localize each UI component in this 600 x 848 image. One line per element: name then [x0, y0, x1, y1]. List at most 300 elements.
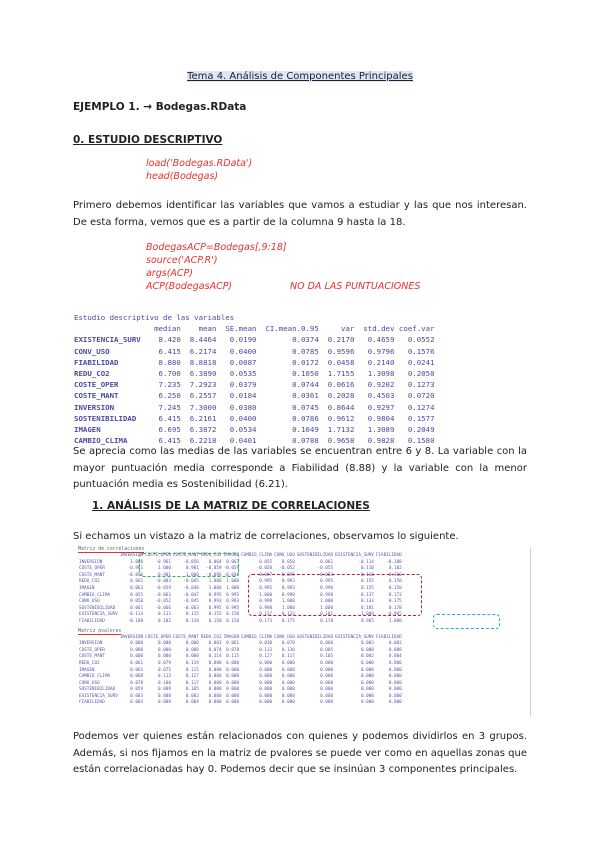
desc-header-cell: var [323, 324, 355, 334]
matrix-cell: 0.998 [259, 605, 273, 611]
matrix-cell: 1.000 [208, 579, 222, 585]
matrix-cell: 0.155 [360, 579, 374, 585]
matrix-cell: 1.000 [259, 592, 273, 598]
matrix-cell: 0.173 [388, 592, 402, 598]
desc-cell: 0.0400 [220, 346, 257, 356]
matrix-row [78, 694, 403, 701]
desc-header-cell: CI.mean.0.95 [260, 324, 319, 334]
matrix-cell: 0.061 [130, 667, 144, 673]
matrix-cell: 0.113 [158, 612, 171, 618]
matrix-row [78, 560, 403, 567]
desc-cell: 0.1274 [398, 402, 435, 412]
matrix-cell: 0.150 [388, 579, 402, 585]
row-label: REDU_CO2 [79, 579, 100, 585]
matrix-cell: FIABILIDAD [375, 553, 402, 558]
desc-cell: 0.2140 [358, 357, 395, 367]
matrix-cell: 0.000 [130, 641, 144, 647]
matrix-cell: -0.050 [256, 566, 273, 572]
row-label: CAMBIO_CLIMA [79, 674, 111, 680]
matrix-cell: 0.061 [130, 579, 144, 585]
matrix-header-row [78, 553, 403, 560]
matrix-cell: -0.063 [183, 605, 199, 611]
matrix-cell: 0.000 [320, 674, 334, 680]
desc-cell: SOSTENIBILIDAD [74, 413, 146, 423]
matrix-cell: 0.000 [388, 693, 402, 699]
paragraph-correlations-intro: Si echamos un vistazo a la matriz de correlaciones, observamos lo siguiente. [73, 531, 459, 542]
matrix-cell: 0.995 [226, 605, 240, 611]
pval-matrix-label: Matriz pvalores [78, 628, 122, 634]
desc-cell: 8.8818 [185, 357, 217, 367]
matrix-cell: 0.150 [208, 618, 222, 624]
matrix-cell: 0.000 [281, 680, 295, 686]
desc-cell: 0.0786 [260, 413, 319, 423]
matrix-cell: -0.096 [206, 572, 222, 578]
code-block-acp [146, 241, 287, 293]
matrix-cell: 0.000 [281, 667, 295, 673]
matrix-cell: 0.063 [208, 641, 222, 647]
desc-cell: COSTE_MANT [74, 391, 146, 401]
descriptive-stats-output [74, 312, 435, 446]
matrix-cell: 0.137 [360, 592, 374, 598]
matrix-row [78, 700, 403, 707]
matrix-cell: 0.127 [185, 674, 199, 680]
matrix-cell: 0.100 [158, 680, 171, 686]
matrix-cell: 0.000 [259, 687, 273, 693]
paragraph-variables: Primero debemos identificar las variables que vamos a estudiar y las que nos interesan. De esta forma, vemos que es a partir de la columna 9 hasta la 18. [73, 200, 527, 228]
section1-text: 1. ANÁLISIS DE LA MATRIZ DE CORRELACIONES [92, 500, 370, 512]
desc-cell: 0.0241 [398, 357, 435, 367]
desc-cell: 0.0458 [323, 357, 355, 367]
code-line: args(ACP) [146, 268, 193, 279]
desc-header-cell: median [149, 324, 181, 334]
row-label: FIABILIDAD [79, 700, 105, 706]
matrix-cell: 0.000 [158, 647, 171, 653]
matrix-cell: 0.113 [158, 674, 171, 680]
matrix-cell: 0.133 [281, 612, 295, 618]
matrix-cell: -0.066 [155, 605, 171, 611]
matrix-cell: 0.000 [259, 693, 273, 699]
desc-cell: 0.1050 [260, 369, 319, 379]
matrix-cell: 0.000 [158, 641, 171, 647]
desc-cell: 0.9796 [358, 346, 395, 356]
matrix-cell: 0.004 [185, 700, 199, 706]
desc-cell: 0.4503 [358, 391, 395, 401]
matrix-cell: -0.045 [183, 579, 199, 585]
matrix-cell: 0.003 [130, 693, 144, 699]
matrix-cell: 1.000 [226, 579, 240, 585]
matrix-cell: 1.000 [226, 585, 240, 591]
desc-cell: FIABILIDAD [74, 357, 146, 367]
desc-header-cell: std.dev [358, 324, 395, 334]
matrix-cell: -0.083 [155, 579, 171, 585]
desc-cell: 0.0552 [398, 335, 435, 345]
matrix-cell: 0.000 [360, 680, 374, 686]
matrix-cell: 0.000 [281, 687, 295, 693]
matrix-cell: 0.008 [388, 647, 402, 653]
matrix-cell: -0.045 [183, 599, 199, 605]
matrix-cell: 0.000 [226, 687, 240, 693]
matrix-row [78, 687, 403, 694]
matrix-cell: 0.000 [360, 674, 374, 680]
matrix-cell: 0.000 [259, 680, 273, 686]
desc-cell: 6.2161 [185, 413, 217, 423]
matrix-cell: CAMBIO_CLIMA [241, 553, 273, 558]
matrix-cell: 0.178 [388, 605, 402, 611]
matrix-cell: 0.000 [388, 674, 402, 680]
desc-cell: 0.0379 [220, 380, 257, 390]
matrix-cell: 0.993 [281, 585, 295, 591]
code-line: source('ACP.R') [146, 255, 218, 266]
paragraph-means: Se aprecia como las medias de las variables se encuentran entre 6 y 8. La variable con la mayor puntuación media corresponde a Fiabilidad (8.88) y la variable con la menor puntuación media es Sostenibilidad (6.21). [73, 446, 527, 490]
matrix-cell: 0.079 [158, 660, 171, 666]
matrix-cell: 0.000 [388, 680, 402, 686]
matrix-cell: 0.113 [259, 647, 273, 653]
desc-cell: 0.0401 [220, 436, 257, 446]
matrix-cell: 0.000 [281, 693, 295, 699]
matrix-cell: 0.000 [208, 693, 222, 699]
desc-cell: 0.0616 [323, 380, 355, 390]
desc-cell: 8.880 [149, 357, 181, 367]
matrix-cell: 0.055 [259, 559, 273, 565]
matrix-cell: 0.150 [226, 618, 240, 624]
desc-cell: 8.420 [149, 335, 181, 345]
matrix-cell: 0.064 [208, 559, 222, 565]
matrix-cell: 1.000 [158, 566, 171, 572]
matrix-cell: -0.114 [127, 612, 144, 618]
desc-cell: 0.0400 [220, 413, 257, 423]
matrix-cell: 0.002 [388, 641, 402, 647]
desc-cell: 0.0535 [220, 369, 257, 379]
row-label: COSTE_MANT [79, 572, 105, 578]
row-label: COSTE_MANT [79, 654, 105, 660]
matrix-cell: CONV_USO [274, 634, 295, 640]
desc-cell: 0.0172 [260, 357, 319, 367]
matrix-cell: 0.004 [388, 654, 402, 660]
matrix-cell: 0.050 [281, 559, 295, 565]
matrix-cell: 0.115 [226, 654, 240, 660]
desc-cell: 0.2170 [323, 335, 355, 345]
desc-cell: 0.0361 [260, 391, 319, 401]
matrix-cell: 0.075 [158, 667, 171, 673]
matrix-cell: 0.178 [320, 618, 334, 624]
matrix-cell: 0.000 [208, 660, 222, 666]
matrix-cell: 0.030 [259, 641, 273, 647]
code-block-load [146, 157, 252, 183]
matrix-cell: 0.000 [226, 700, 240, 706]
row-label: EXISTENCIA_SURV [79, 693, 118, 699]
matrix-cell: 0.008 [158, 700, 171, 706]
desc-cell: 0.4659 [358, 335, 395, 345]
matrix-cell: 0.150 [388, 585, 402, 591]
matrix-cell: -0.063 [317, 572, 334, 578]
matrix-cell: 0.000 [226, 674, 240, 680]
desc-cell: 0.9612 [323, 413, 355, 423]
matrix-cell: 1.000 [281, 605, 295, 611]
matrix-cell: 0.995 [259, 585, 273, 591]
matrix-cell: -0.108 [386, 559, 402, 565]
corr-matrix-label: Matriz de correlaciones [78, 547, 145, 552]
desc-cell: 6.250 [149, 391, 181, 401]
matrix-cell: 0.000 [388, 687, 402, 693]
matrix-cell: 0.965 [388, 612, 402, 618]
matrix-cell: 0.000 [320, 700, 334, 706]
matrix-cell: 0.060 [130, 674, 144, 680]
desc-cell: 0.2028 [323, 391, 355, 401]
page-title [0, 71, 600, 82]
matrix-cell: 1.000 [320, 605, 334, 611]
matrix-cell: COSTE_MANT [172, 634, 199, 640]
matrix-cell: 0.175 [281, 618, 295, 624]
matrix-cell: -0.856 [183, 559, 199, 565]
desc-cell: 0.9828 [358, 436, 395, 446]
matrix-cell: 0.901 [158, 572, 171, 578]
matrix-cell: IMAGEN [223, 553, 240, 558]
matrix-cell: 0.078 [226, 647, 240, 653]
matrix-cell: -0.052 [279, 566, 295, 572]
matrix-cell: 0.000 [226, 693, 240, 699]
row-label: INVERSION [79, 559, 103, 565]
matrix-cell: 0.115 [185, 612, 199, 618]
matrix-row [78, 619, 403, 626]
matrix-cell: 0.000 [320, 680, 334, 686]
paragraph-conclusion: Podemos ver quienes están relacionados con quienes y podemos dividirlos en 3 grupos. Además, si nos fijamos en la matriz de pvalores se puede ver como en aquellas zonas que están correlacionadas hay 0. Podemos decir que se insinúan 3 componentes principales. [73, 731, 527, 775]
matrix-cell: -0.063 [155, 592, 171, 598]
matrix-cell: 0.050 [130, 599, 144, 605]
desc-cell: 0.0087 [220, 357, 257, 367]
desc-cell: 0.9202 [358, 380, 395, 390]
matrix-cell: 0.000 [208, 667, 222, 673]
desc-cell: 0.9658 [323, 436, 355, 446]
matrix-cell: -0.048 [183, 585, 199, 591]
matrix-cell: 0.901 [185, 566, 199, 572]
matrix-cell: 0.117 [185, 680, 199, 686]
matrix-cell: 0.000 [208, 674, 222, 680]
matrix-cell: -0.059 [155, 585, 171, 591]
desc-cell: 6.415 [149, 436, 181, 446]
desc-cell: 6.695 [149, 425, 181, 435]
desc-header-cell: SE.mean [220, 324, 257, 334]
matrix-cell: -0.047 [183, 592, 199, 598]
matrix-cell: -0.059 [206, 566, 222, 572]
row-label: COSTE_OPER [79, 566, 105, 572]
matrix-cell: SOSTENIBILIDAD [296, 553, 334, 558]
matrix-cell: 0.061 [130, 660, 144, 666]
desc-cell: 0.0534 [220, 425, 257, 435]
correlation-screenshot [78, 547, 531, 717]
matrix-cell: 0.000 [226, 660, 240, 666]
row-label [78, 553, 119, 560]
matrix-cell: 0.000 [259, 674, 273, 680]
matrix-cell: 0.000 [185, 647, 199, 653]
matrix-cell: -0.049 [223, 572, 240, 578]
matrix-cell: 0.000 [320, 693, 334, 699]
matrix-cell: -0.055 [317, 566, 334, 572]
matrix-cell: 1.000 [185, 572, 199, 578]
matrix-cell: 0.008 [360, 647, 374, 653]
matrix-cell: 0.078 [130, 680, 144, 686]
desc-cell: 6.2174 [185, 346, 217, 356]
matrix-cell: 0.061 [130, 605, 144, 611]
matrix-cell: 0.115 [185, 667, 199, 673]
matrix-cell: 0.102 [388, 566, 402, 572]
matrix-cell: 0.000 [360, 693, 374, 699]
matrix-header-row [78, 635, 403, 642]
row-label: SOSTENIBILIDAD [79, 605, 116, 611]
matrix-cell: EXISTENCIA_SURV [335, 553, 374, 558]
desc-cell: 6.415 [149, 346, 181, 356]
desc-cell: 7.3000 [185, 402, 217, 412]
desc-cell: 0.0785 [260, 346, 319, 356]
desc-cell: 0.9297 [358, 402, 395, 412]
matrix-row [78, 654, 403, 661]
matrix-cell: 0.993 [208, 599, 222, 605]
matrix-cell: 0.000 [185, 654, 199, 660]
matrix-cell: 0.089 [158, 687, 171, 693]
matrix-cell: 0.063 [130, 585, 144, 591]
group2-highlight [248, 574, 422, 616]
desc-cell: 1.7155 [323, 369, 355, 379]
desc-cell: 0.1580 [398, 436, 435, 446]
matrix-cell: 0.000 [259, 667, 273, 673]
matrix-cell: -0.856 [127, 572, 144, 578]
matrix-cell: 0.061 [226, 641, 240, 647]
matrix-cell: 0.175 [388, 599, 402, 605]
matrix-row [78, 641, 403, 648]
desc-cell: 0.2049 [398, 425, 435, 435]
matrix-cell: 0.000 [130, 647, 144, 653]
desc-cell: 0.0190 [220, 335, 257, 345]
matrix-cell: 1.000 [320, 599, 334, 605]
matrix-cell: 1.000 [360, 612, 374, 618]
desc-cell: 1.7132 [323, 425, 355, 435]
desc-cell: CAMBIO_CLIMA [74, 436, 146, 446]
code-line: head(Bodegas) [146, 171, 219, 182]
matrix-cell: 0.173 [259, 618, 273, 624]
desc-cell: 6.700 [149, 369, 181, 379]
matrix-cell: 0.995 [259, 579, 273, 585]
matrix-cell: 0.063 [226, 559, 240, 565]
desc-header-cell: mean [185, 324, 217, 334]
matrix-cell: 0.110 [360, 572, 374, 578]
matrix-cell: REDU_CO2 [200, 634, 222, 640]
row-label: INVERSION [79, 641, 103, 647]
title-text: Tema 4. Análisis de Componentes Principales [187, 71, 413, 82]
section-heading-descriptive: 0. ESTUDIO DESCRIPTIVO [73, 134, 223, 146]
matrix-cell: 0.000 [320, 687, 334, 693]
matrix-cell: 1.000 [281, 599, 295, 605]
matrix-cell: 1.000 [130, 559, 144, 565]
matrix-cell: 0.000 [320, 660, 334, 666]
desc-cell: 0.0380 [220, 402, 257, 412]
group3-highlight [433, 614, 500, 629]
matrix-cell: 0.074 [208, 647, 222, 653]
matrix-cell: 0.000 [259, 660, 273, 666]
matrix-cell: 0.995 [208, 592, 222, 598]
desc-header-cell [74, 324, 145, 333]
desc-header-cell: coef.var [398, 324, 435, 334]
matrix-cell: -0.961 [127, 566, 144, 572]
matrix-row [78, 674, 403, 681]
matrix-cell: 0.155 [208, 612, 222, 618]
desc-cell: 6.3872 [185, 425, 217, 435]
matrix-cell: EXISTENCIA_SURV [335, 634, 374, 640]
matrix-cell: 0.993 [226, 599, 240, 605]
matrix-cell: 0.995 [208, 605, 222, 611]
row-label: CAMBIO_CLIMA [79, 592, 111, 598]
matrix-cell: 0.119 [185, 660, 199, 666]
matrix-row [78, 668, 403, 675]
matrix-cell: 0.993 [281, 579, 295, 585]
matrix-cell: 0.114 [208, 654, 222, 660]
matrix-cell: 0.995 [226, 592, 240, 598]
row-label: CONV_USO [79, 599, 100, 605]
matrix-cell: 0.061 [320, 559, 334, 565]
matrix-cell: 0.150 [226, 612, 240, 618]
desc-cell: 0.0745 [260, 402, 319, 412]
pvalue-matrix [78, 635, 403, 708]
desc-cell: CONV_USO [74, 346, 146, 356]
matrix-cell: 0.181 [320, 612, 334, 618]
matrix-cell: 0.102 [158, 618, 171, 624]
matrix-row [78, 661, 403, 668]
matrix-cell: 1.000 [208, 585, 222, 591]
row-label: EXISTENCIA_SURV [79, 612, 118, 618]
matrix-cell: 0.085 [320, 647, 334, 653]
desc-cell: 7.245 [149, 402, 181, 412]
matrix-cell: 0.000 [130, 654, 144, 660]
desc-cell: 8.4464 [185, 335, 217, 345]
matrix-cell: 0.998 [320, 592, 334, 598]
matrix-cell: 0.155 [360, 585, 374, 591]
matrix-cell: 0.998 [281, 592, 295, 598]
desc-title: Estudio descriptivo de las variables [74, 313, 235, 322]
matrix-cell: -0.059 [223, 566, 240, 572]
matrix-cell: REDU_CO2 [200, 553, 222, 558]
matrix-cell: 0.000 [208, 680, 222, 686]
matrix-cell: -0.095 [279, 572, 295, 578]
row-label: SOSTENIBILIDAD [79, 687, 116, 693]
matrix-cell: 0.133 [360, 599, 374, 605]
matrix-cell: CONV_USO [274, 553, 295, 558]
desc-cell: 0.1049 [260, 425, 319, 435]
matrix-cell: 0.995 [320, 579, 334, 585]
matrix-cell: 0.055 [130, 592, 144, 598]
matrix-cell: 0.002 [185, 693, 199, 699]
matrix-cell: FIABILIDAD [375, 634, 402, 640]
desc-cell: 6.415 [149, 413, 181, 423]
matrix-cell: COSTE_OPER [145, 553, 171, 558]
matrix-cell: 0.000 [388, 700, 402, 706]
matrix-cell: COSTE_OPER [145, 634, 171, 640]
matrix-cell: 0.998 [259, 599, 273, 605]
matrix-cell: 0.000 [259, 700, 273, 706]
desc-cell: EXISTENCIA_SURV [74, 335, 146, 345]
desc-cell: 0.9596 [323, 346, 355, 356]
desc-cell: 0.0744 [260, 380, 319, 390]
code-line: load('Bodegas.RData') [146, 158, 253, 169]
matrix-cell: 0.000 [281, 660, 295, 666]
matrix-cell: IMAGEN [223, 634, 240, 640]
row-label: COSTE_OPER [79, 647, 105, 653]
matrix-cell: 0.008 [158, 693, 171, 699]
matrix-cell: 0.105 [185, 687, 199, 693]
desc-cell: 0.1576 [398, 346, 435, 356]
matrix-cell: 0.003 [130, 700, 144, 706]
row-label: CONV_USO [79, 680, 100, 686]
row-label: IMAGEN [79, 585, 95, 591]
matrix-cell: 0.130 [281, 647, 295, 653]
matrix-cell: 0.000 [360, 667, 374, 673]
